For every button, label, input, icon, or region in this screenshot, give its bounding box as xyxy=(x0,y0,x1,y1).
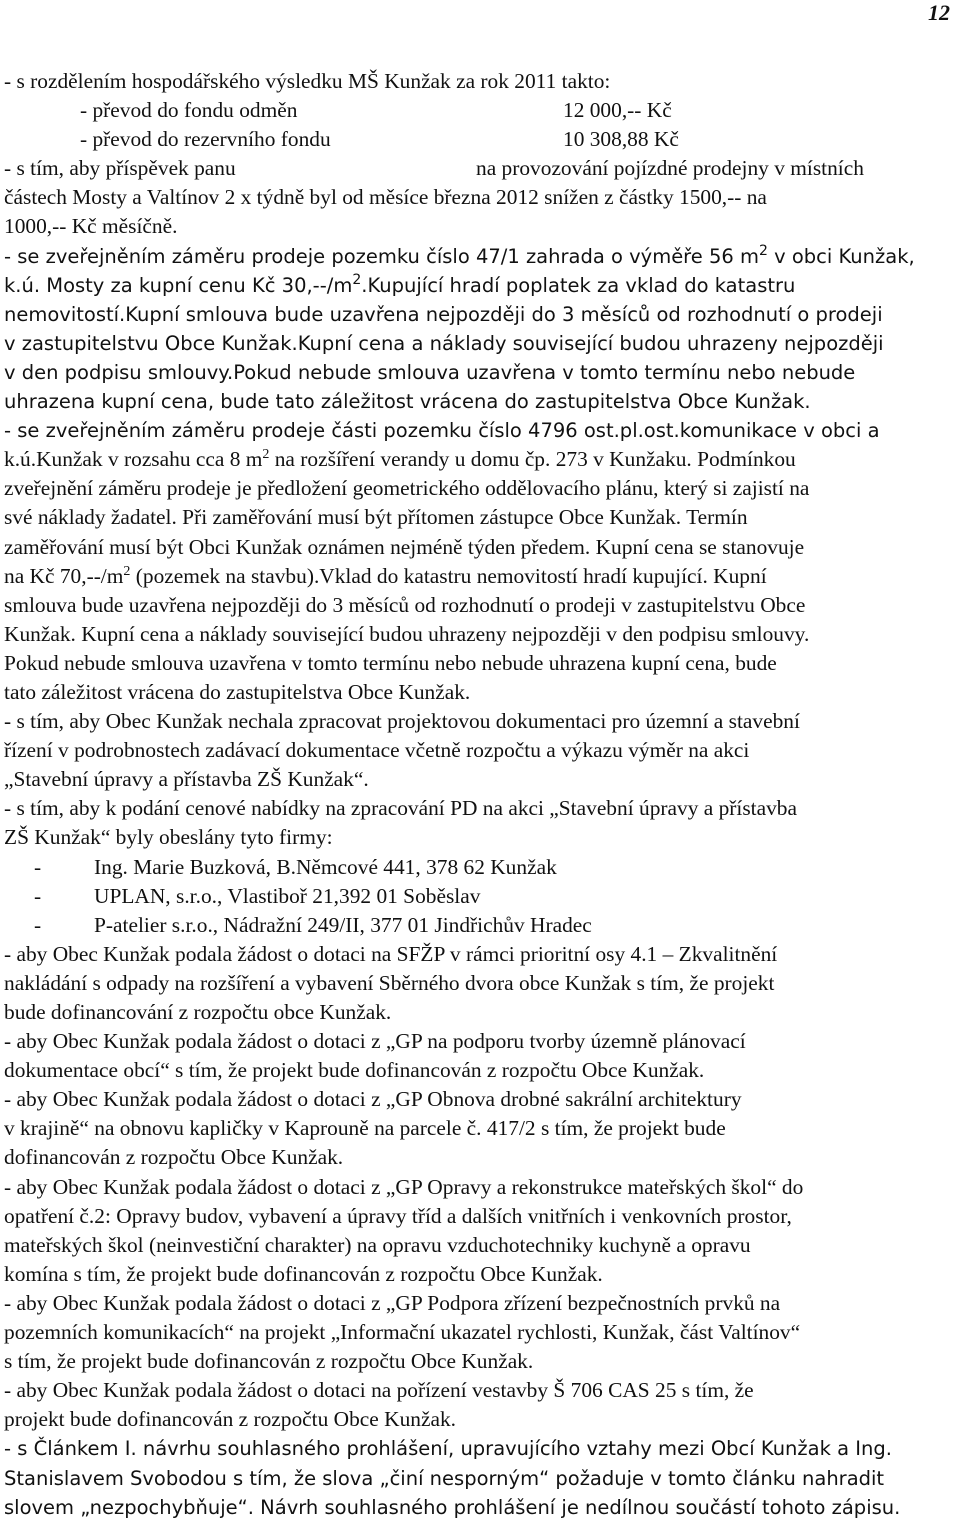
text-line: v den podpisu smlouvy.Pokud nebude smlouva uzavřena v tomto termínu nebo nebude xyxy=(4,360,856,384)
text-line: řízení v podrobnostech zadávací dokumentace včetně rozpočtu a výkazu výměr na akci xyxy=(4,738,750,763)
text-line: „Stavební úpravy a přístavba ZŠ Kunžak“. xyxy=(4,767,369,792)
list-dash: - xyxy=(34,912,42,937)
text-line: - aby Obec Kunžak podala žádost o dotaci z „GP Podpora zřízení bezpečnostních prvků na xyxy=(4,1290,781,1315)
text-line: komína s tím, že projekt bude dofinancován z rozpočtu Obce Kunžak. xyxy=(4,1261,603,1286)
text-line xyxy=(4,96,958,125)
text-line: pozemních komunikacích“ na projekt „Informační ukazatel rychlosti, Kunžak, část Valtínov“ xyxy=(4,1320,801,1345)
text-line: - aby Obec Kunžak podala žádost o dotaci z „GP na podporu tvorby územně plánovací xyxy=(4,1029,746,1054)
text-line: nakládání s odpady na rozšíření a vybavení Sběrného dvora obce Kunžak s tím, že projekt xyxy=(4,970,775,995)
text-line xyxy=(4,445,958,474)
text-line xyxy=(4,125,958,154)
text-line: bude dofinancování z rozpočtu obce Kunžak. xyxy=(4,1000,392,1024)
text-line: své náklady žadatel. Při zaměřování musí být přítomen zástupce Obce Kunžak. Termín xyxy=(4,505,748,530)
page-number: 12 xyxy=(928,0,950,25)
line-text: - se zveřejněním záměru prodeje pozemku číslo 47/1 zahrada o výměře 56 m xyxy=(4,244,759,268)
text-line: ZŠ Kunžak“ byly obeslány tyto firmy: xyxy=(4,825,333,850)
text-line: - s tím, aby Obec Kunžak nechala zpracovat projektovou dokumentaci pro územní a stavební xyxy=(4,709,800,734)
line-text: na rozšíření verandy u domu čp. 273 v Kunžaku. Podmínkou xyxy=(269,447,796,472)
superscript: 2 xyxy=(262,447,270,463)
text-line: zaměřování musí být Obci Kunžak oznámen nejméně týden předem. Kupní cena se stanovuje xyxy=(4,534,805,559)
list-item-text: P-atelier s.r.o., Nádražní 249/II, 377 01 Jindřichův Hradec xyxy=(94,912,592,937)
text-line xyxy=(4,154,958,183)
text-line: tato záležitost vrácena do zastupitelstva Obce Kunžak. xyxy=(4,679,471,704)
text-line: projekt bude dofinancován z rozpočtu Obce Kunžak. xyxy=(4,1407,457,1432)
text-line: - aby Obec Kunžak podala žádost o dotaci na pořízení vestavby Š 706 CAS 25 s tím, že xyxy=(4,1378,754,1403)
line-amount: 10 308,88 Kč xyxy=(563,127,679,152)
text-line: v zastupitelstvu Obce Kunžak.Kupní cena a náklady související budou uhrazeny nejpozději xyxy=(4,331,884,355)
text-line: - se zveřejněním záměru prodeje části pozemku číslo 4796 ost.pl.ost.komunikace v obci a xyxy=(4,419,880,443)
text-line: - s Článkem I. návrhu souhlasného prohlášení, upravujícího vztahy mezi Obcí Kunžak a Ing. xyxy=(4,1437,892,1461)
line-text: v obci Kunžak, xyxy=(767,244,915,268)
text-line xyxy=(4,562,958,591)
line-label: - s tím, aby příspěvek panu xyxy=(4,156,236,181)
line-text: (pozemek na stavbu).Vklad do katastru nemovitostí hradí kupující. Kupní xyxy=(130,563,767,588)
list-item xyxy=(4,853,958,882)
line-text: k.ú.Kunžak v rozsahu cca 8 m xyxy=(4,447,263,472)
text-line: - aby Obec Kunžak podala žádost o dotaci z „GP Opravy a rekonstrukce mateřských škol“ do xyxy=(4,1174,804,1199)
text-line: - aby Obec Kunžak podala žádost o dotaci na SFŽP v rámci prioritní osy 4.1 – Zkvalitnění xyxy=(4,941,778,966)
text-line: slovem „nezpochybňuje“. Návrh souhlasného prohlášení je nedílnou součástí tohoto zápisu. xyxy=(4,1495,901,1519)
line-label: - převod do fondu odměn xyxy=(80,98,298,123)
line-label: - převod do rezervního fondu xyxy=(80,127,331,152)
text-line: zveřejnění záměru prodeje je předložení geometrického oddělovacího plánu, který si zajistí na xyxy=(4,476,810,501)
list-item xyxy=(4,882,958,911)
superscript: 2 xyxy=(123,563,131,579)
list-item xyxy=(4,911,958,940)
text-line: 1000,-- Kč měsíčně. xyxy=(4,214,178,239)
text-line: opatření č.2: Opravy budov, vybavení a úpravy tříd a dalších vnitřních i venkovních prostor, xyxy=(4,1203,792,1228)
line-text: na Kč 70,--/m xyxy=(4,563,124,588)
list-item-text: UPLAN, s.r.o., Vlastiboř 21,392 01 Soběslav xyxy=(94,883,481,908)
text-line: mateřských škol (neinvestiční charakter) na opravu vzduchotechniky kuchyně a opravu xyxy=(4,1232,751,1257)
text-line: smlouva bude uzavřena nejpozději do 3 měsíců od rozhodnutí o prodeji v zastupitelstvu Obce xyxy=(4,592,806,617)
line-amount: 12 000,-- Kč xyxy=(563,98,672,123)
superscript: 2 xyxy=(352,271,362,288)
text-line: s tím, že projekt bude dofinancován z rozpočtu Obce Kunžak. xyxy=(4,1349,534,1374)
text-line: - aby Obec Kunžak podala žádost o dotaci z „GP Obnova drobné sakrální architektury xyxy=(4,1087,742,1112)
text-line xyxy=(4,242,958,271)
text-line: Stanislavem Svobodou s tím, že slova „činí nesporným“ požaduje v tomto článku nahradit xyxy=(4,1466,885,1490)
text-line: v krajině“ na obnovu kapličky v Kaprouně na parcele č. 417/2 s tím, že projekt bude xyxy=(4,1116,726,1141)
list-dash: - xyxy=(34,883,42,908)
list-item-text: Ing. Marie Buzková, B.Němcové 441, 378 62 Kunžak xyxy=(94,854,557,879)
line-text: na provozování pojízdné prodejny v místních xyxy=(476,156,864,181)
text-line: dokumentace obcí“ s tím, že projekt bude dofinancován z rozpočtu Obce Kunžak. xyxy=(4,1058,705,1083)
text-line: uhrazena kupní cena, bude tato záležitost vrácena do zastupitelstva Obce Kunžak. xyxy=(4,390,811,414)
text-line: částech Mosty a Valtínov 2 x týdně byl od měsíce března 2012 snížen z částky 1500,-- na xyxy=(4,185,767,210)
line-text: k.ú. Mosty za kupní cenu Kč 30,--/m xyxy=(4,273,353,297)
text-line: - s rozdělením hospodářského výsledku MŠ Kunžak za rok 2011 takto: xyxy=(4,69,611,93)
text-line: Pokud nebude smlouva uzavřena v tomto termínu nebo nebude uhrazena kupní cena, bude xyxy=(4,650,777,675)
document-body xyxy=(4,67,958,1522)
line-text: .Kupující hradí poplatek za vklad do katastru xyxy=(361,273,796,297)
text-line: dofinancován z rozpočtu Obce Kunžak. xyxy=(4,1145,344,1170)
list-dash: - xyxy=(34,854,42,879)
text-line xyxy=(4,271,958,300)
text-line: nemovitostí.Kupní smlouva bude uzavřena nejpozději do 3 měsíců od rozhodnutí o prodeji xyxy=(4,302,883,326)
text-line: Kunžak. Kupní cena a náklady související budou uhrazeny nejpozději v den podpisu smlouvy. xyxy=(4,621,810,646)
superscript: 2 xyxy=(758,242,768,259)
text-line: - s tím, aby k podání cenové nabídky na zpracování PD na akci „Stavební úpravy a přístavba xyxy=(4,796,797,821)
